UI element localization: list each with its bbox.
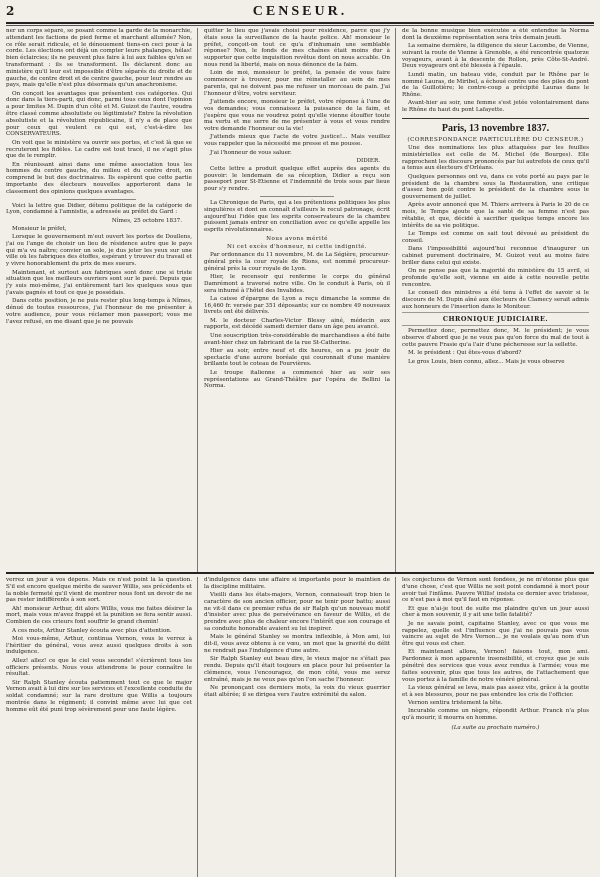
column-3 [402,28,594,572]
paragraph: Voici la lettre que Didier, détenu politique de la catégorie de Lyon, condamné à l'amnistie, a adressée au préfet du Gard : [6,202,192,216]
paragraph: La semaine dernière, la diligence du sieur Lacombe, de Vienne, suivant la route de Vienne à Grenoble, a été rencontrée quatorze voyageurs, avant à la descente de Rollon, près Côte-St-André. Deux voyageurs ont été blessés à l'épaule. [402,43,589,70]
paragraph: ner un corps séparé, se posant comme la garde de la monarchie, attendant les factions de pied ferme et marchant allumée? Non, ce rôle serait ridicule, et le dénouement tiens-en ceci pour à la corde. Les élections ont déjà un compter leurs phalanges, hélas! bien éclaircies; ils ne peuvent plus faire à lui aux faibles qu'en se transformant : ils se transforment. Ils déclarent donc au ministère qu'il leur est impossible d'être séparés du droite et de gauche, de centre droit et de centre gauche, pour leur rendre au pays, mais qu'elle n'est plus désormais qu'un anachronisme. [6,28,192,89]
paragraph: de la bonne musique bien exécutée a été entendue la Norma dont la deuxième représentation sera très demain jeudi. [402,28,589,41]
masthead-rule [6,22,594,24]
paragraph: quitter le lieu que j'avais choisi pour résidence, parce que j'y étais sous la surveillance de la haute police. Ah! monsieur le préfet, conçoit-on tout ce qu'a d'inhumain une semblable réponse? Non, le fonds de mes chaînes était moins dur à supporter que cette inquisition revêtue dont on nous accable. On nous rend la liberté, mais on nous dénonce de la faim. [204,28,390,68]
paragraph: Maintenant, et surtout aux fabriques sont donc une si triste situation que les meilleurs ouvriers sont sur le pavé. Depuis que j'y suis moi-même, j'ai entièrement tari les quelques sous que j'avais gagnés et tout ce que je possédais. [6,269,192,296]
paragraph: Quelques personnes ont vu, dans ce vote porté au pays par le président de la chambre sous la Restauration, une critique d'assez bon goût contre le président de la chambre sous le gouvernement de juillet. [402,173,589,201]
paragraph: En réunissant ainsi dans une même association tous les hommes du centre gauche, du milieu et du centre droit, on comprend le but des doctrinaires. Ils espèrent que cette partie importante des électeurs nouvelles apporteront dans le classement des opinions quelques avantages. [6,161,192,195]
paragraph: Sir Ralph Stanley eut beau dire, le vieux major ne s'était pas rendu. Depuis qu'il était toujours en place pour lui présenter la clémence, vous l'encouragez, de mon côté, vous me serez entraîné, mais je ne veux pas qu'on l'on sache l'honneur. [204,656,390,683]
paragraph: les conjectures de Vernon sont fondées, je ne m'étonne plus que d'une chose, c'est que Willis ne soit point condamné à mort pour avoir tué l'infâme. Pauvre Willis! insista ce dernier avec tristesse, ce n'est pas à moi qu'il faut en réponse. [402,577,589,604]
paragraph: d'indulgence dans une affaire si importante pour le maintien de la discipline militaire. [204,577,390,590]
feuilleton-columns [6,577,594,877]
paris-dateline-heading: Paris, 13 novembre 1837. [441,123,550,135]
newspaper-title: CENSEUR. [252,4,348,19]
masthead [6,4,594,20]
paragraph: Le gros Louis, bien connu, allez... Mais je vous observe [408,358,565,365]
masthead-rule-thin [6,25,594,26]
paragraph: Dans l'impossibilité aujourd'hui reconnue d'inaugurer un cabinet purement doctrinaire, M. Guizot veut au moins faire briller dans celui qui existe. [402,246,589,266]
paragraph: Vieilli dans les états-majors, Vernon, connaissait trop bien le caractère de son ancien officier, pour ne tenir pour battu; aussi ne vit-il dans ce premier refus de sir Ralph qu'un nouveau motif d'insister avec plus de persévérance en faveur de Willis, et de prendre avec plus de chaleur encore l'intérêt que son courage et sa conduite honorable avaient su lui inspirer. [204,592,390,633]
column-2 [204,28,396,572]
paragraph: Une des nominations les plus attaquées par les feuilles ministérielles est celle de M. Michel (de Bourges). Elle rapprochent les discours prononcés par lui autrefois de ceux qu'il a tenus aux électeurs d'Orléans. [402,145,589,172]
paragraph: Mais le général Stanley se montra inflexible, à Mon ami, lui dit-il, vous avez obtenu à ce vœu, un mot que la gravité du délit ne rendrait pas l'indulgence d'une autre. [204,634,390,654]
paragraph: Incurable comme un nègre, répondit Arthur. Franck n'a plus qu'à mourir, il mourra en homme. [402,708,589,722]
paragraph: Avant-hier au soir, une femme s'est jetée volontairement dans le Rhône du haut du pont Lafayette. [402,100,589,114]
paragraph: Dans cette position, je ne puis rester plus long-temps à Nîmes, dénué de toutes ressources, j'ai l'honneur de me présenter à votre audience, pour vous réclamer mon passeport; vous me l'avez refusé, en me disant que je ne pouvais [6,298,192,325]
feuilleton-column-2 [204,577,396,877]
verse-line: Nous avons mérité [266,236,328,243]
paragraph: Hier au soir, entre neuf et dix heures, on a pu jouir du spectacle d'une aurore boréale qui couronnait d'une manière brillante tout le coteau de Fourvières. [204,347,390,368]
paragraph: J'ai l'honneur de vous saluer. [210,149,292,156]
paragraph: La Chronique de Paris, qui a les prétentions politiques les plus singulières et dont on connaît d'ailleurs le recul patronage, écrit aujourd'hui l'idée que les esprits conservateurs de la chambre puissent jamais entrer en conciliation avec ce qu'elle appelle les esprits révolutionnaires. [204,200,390,234]
paragraph: M. le président : Qui êtes-vous d'abord? [408,350,522,357]
paragraph: On ne pense pas que la majorité du ministère du 15 avril, si profonde qu'elle soit, vienne en aide à cette nouvelle petite rencontre. [402,268,589,288]
paragraph: Lorsque le gouvernement m'eut ouvert les portes de Doullens, j'ai ou l'ange de choisir un lieu de résidence autre que le pays qui m'a vu naître; convier un sole, je dus jeter les yeux sur une ville où les fabriques des étoffes, espérant y trouver du travail et y vivre honorablement du prix de mes sueurs. [6,234,192,268]
to-be-continued: (La suite au prochain numéro.) [451,724,540,731]
paragraph: Vernon sentira tristement la tête. [408,700,503,707]
paragraph: J'attends mieux que l'acte de votre justice!... Mais veuillez vous rappeler que la nécessité me presse et me pousse. [204,134,390,148]
page-number: 2 [6,4,15,18]
paragraph: verrez un jour à vos dépens. Mais ce n'est point là la question. S'il est encore quelque mérite de sauver Willis, ses précédents et la noble fermeté qu'il vient de montrer nous font un devoir de ne pas rester indifférents à son sort. [6,577,192,604]
letter-salutation: Monsieur le préfet, [12,225,67,232]
paragraph: Cette lettre a produit quelque effet auprès des agents du pouvoir: le lendemain de sa réception, Didier a reçu son passeport pour St-Etienne et l'indemnité de trois sous par lieue pour s'y rendre. [204,165,390,193]
paragraph: Hier, le recensoir qui renferme le corps du général Damrémont a traversé notre ville. On le conduit à Paris, où il sera inhumé à l'hôtel des Invalides. [204,273,390,294]
section-rule [402,325,589,326]
paragraph: Le troupe italienne a commencé hier au soir ses représentations au Grand-Théâtre par l'opéra de Bellini la Norma. [204,369,390,390]
verse-line: Ni cet excès d'honneur, ni cette indignité. [226,244,368,251]
chronique-judiciaire-heading: CHRONIQUE JUDICIAIRE. [442,315,549,324]
feuilleton-rule [6,572,594,574]
paragraph: J'attends encore, monsieur le préfet, votre réponse à l'une de vos demandes; vous connaissez la puissance de la faim, et j'espère que vous ne voudrez point qu'elle vienne étouffer toute ma vertu et me serre de me présenter à vous et vous rendre votre demande l'honneur ou la vie! [204,98,390,133]
paragraph: Je ne savais point, capitaine Stanley, avec ce que vous me rappelez, quelle est l'influence que j'ai ne pouvais pas vous vaincre au sujet de Mrs Vernon... je ne voulais qu'au nom d'un être qui vous est cher. [402,620,589,648]
paragraph: A ces mots, Arthur Stanley écouta avec plus d'attention. [12,627,172,634]
paragraph: On voit que le ministère va ouvrir ses portes, et c'est là que se recruteront les fidèles. Le cadre est tout tracé, il ne s'agit plus que de le remplir. [6,139,192,160]
separator [62,199,136,200]
paragraph: Moi vous-même, Arthur, continua Vernon, vous le verrez à l'héritier du général, vous avez aussi quelques droits à son indulgence. [6,635,192,656]
letter-signature: DIDIER. [356,157,380,164]
paragraph: Après avoir annoncé que M. Thiers arrivera à Paris le 20 de ce mois, le Temps ajoute que la santé de sa femme n'est pas rétablie, et que, décidé à sacrifier quelque temps encore les intérêts de sa vie politique. [402,202,589,229]
paragraph: La vieux général se leva, mais pas assez vite, grâce à la goutte et à ses blessures, pour ne pas entendre les cris de l'officier. [402,684,589,698]
paragraph: La caisse d'épargne de Lyon a reçu dimanche la somme de 16,460 fr. versée par 351 déposants; sur ce nombre 49 nouveaux livrets ont été délivrés. [204,295,390,316]
paragraph: Loin de moi, monsieur le préfet, la pensée de vous faire commencer à trouver, pour me réinstaller au sein de mes parents, qui ne doivent pas me refuser un morceau de pain. J'ai l'honneur d'être, votre serviteur. [204,70,390,97]
separator [260,196,334,197]
upper-columns [6,28,594,572]
paragraph: Par ordonnance du 11 novembre, M. de La Ségière, procureur-général près la cour royale de Rions, est nommé procureur-général près la cour royale de Lyon. [204,252,390,272]
paragraph: On conçoit les avantages que présentent ces catégories. Qui donc dans la tiers-parti, qui donc, parmi tous ceux dont l'opinion a pour limites M. Dupin d'un côté et M. Guizot de l'autre, voudra être classé comme absolutiste ou légitimiste? Entre la révolution absolutiste et la révolution républicaine, il n'y a de place que pour ceux qui veulent ce qui est, c'est-à-dire les CONSERVATEURS. [6,90,192,138]
section-rule [402,118,589,119]
paragraph: Sir Ralph Stanley écouta patiemment tout ce que le major Vernon avait à lui dire sur les services et l'excellente conduite du soldat condamné; sur la rare droiture que Willis a toujours montrée dans le régiment; il convint même avec lui que cet homme eût été puni trop sévèrement pour une faute légère. [6,679,192,713]
paragraph: Lundi matin, un bateau vide, conduit par le Rhône par le nommé Lauras, de Miribel, a échoué contre une des piles du pont de la Guillotière; le contre-coup a précipité Lauras dans le Rhône. [402,71,589,99]
paragraph: Allez! allez! ce que le ciel vous seconde! s'écrièrent tous les officiers présents. Nous vous attendrons le pour connaître le résultat. [6,657,192,678]
paragraph: Ah! monsieur Arthur, dit alors Willis, vous me faites désirer la mort, mais vous m'avez frappé et la punition se fera sentir aussi. Combien de ces crieurs font souffrir le grand chemin! [6,605,192,626]
paragraph: Et que n'ai-je tout de suite me plaindre qu'en un jour aussi cher à mon souvenir, il y ait une telle fatalité? [402,605,589,619]
column-1 [6,28,198,572]
paragraph: Et maintenant allons, Vernon! faisons tout, mon ami. Pardonnez à mon apparente insensibilité, et croyez que je suis pénétré des services que vous avez rendus à l'armée; vous me faites souvenir, plus que tous les autres, de l'attachement que vous portez à la famille de notre vénéré général. [402,649,589,683]
letter-dateline: Nîmes, 25 octobre 1837. [111,217,182,224]
feuilleton-column-1 [6,577,198,877]
paragraph: M. le docteur Charles-Victor Blessy ainé, médecin aux rapports, est décédé samedi dernier dans un âge peu avancé. [204,317,390,331]
feuilleton-column-3 [402,577,594,877]
paragraph: Une souscription très-considérable de marchandises a été faite avant-hier chez un fabricant de la rue St-Catherine. [204,332,390,346]
paragraph: Ne prononçant ces derniers mots, la voix du vieux guerrier était altérée; il se dirigea vers l'autre extrémité du salon. [204,684,390,698]
paragraph: Le conseil des ministres a été tenu à l'effet de savoir si le discours de M. Dupin aîné aux électeurs de Clamecy serait admis aux honneurs de l'insertion dans le Moniteur. [402,290,589,310]
section-rule [402,312,589,313]
paragraph: Permettez donc, permettez donc, M. le président; je vous observe d'abord que je ne veux pas qu'on force du mal de tout à cette pauvre Frasie qu'a l'air d'une pécheresse sur la sellette. [402,328,589,348]
paragraph: Le Temps est comme on sait tout dévoué au président du conseil. [402,231,589,244]
correspondence-rubric: (CORRESPONDANCE PARTICULIÈRE DU CENSEUR.) [407,137,584,144]
